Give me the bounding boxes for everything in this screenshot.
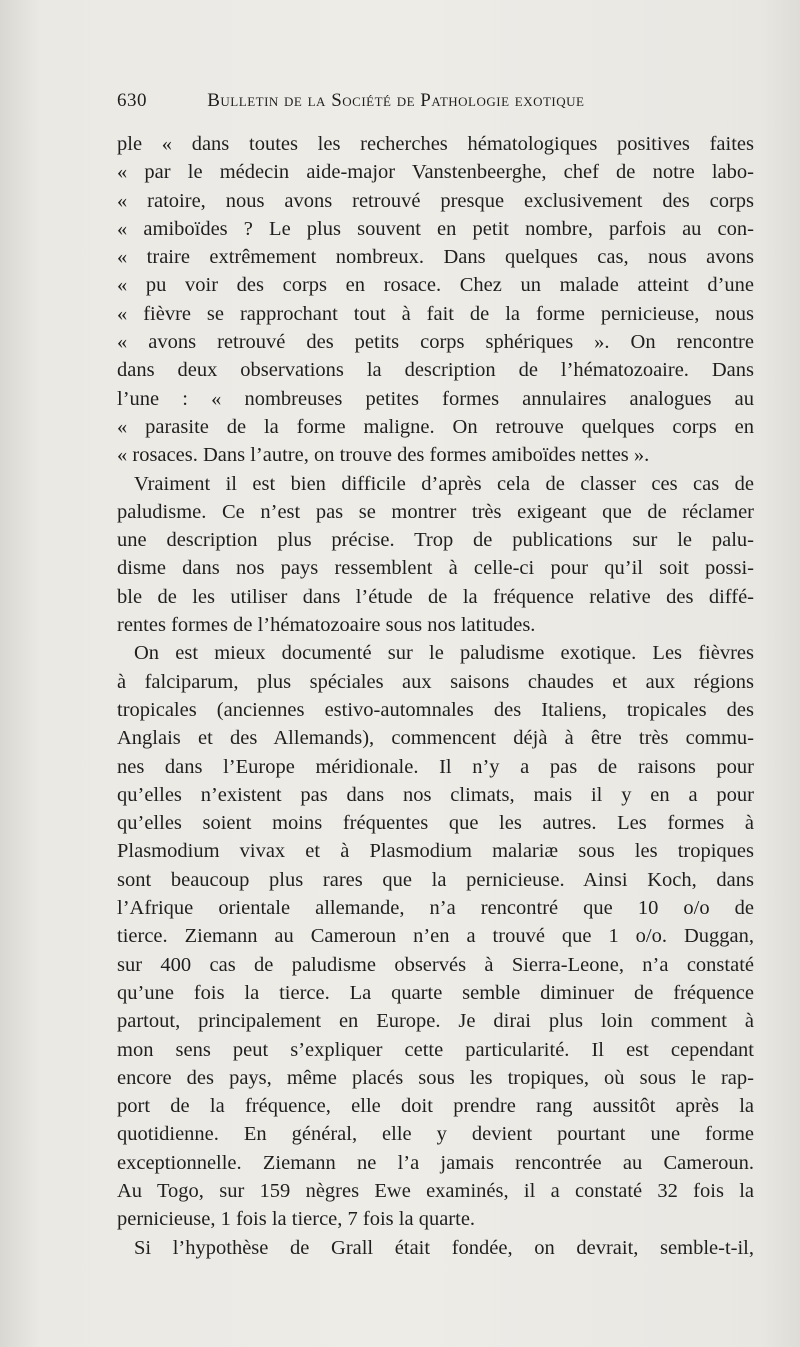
text-line: « traire extrêmement nombreux. Dans quelques cas, nous avons	[117, 246, 754, 269]
text-line: paludisme. Ce n’est pas se montrer très exigeant que de réclamer	[117, 500, 754, 523]
body-text	[117, 130, 754, 1262]
text-line: tropicales (anciennes estivo-automnales des Italiens, tropicales des	[117, 698, 754, 721]
text-line: sur 400 cas de paludisme observés à Sierra-Leone, n’a constaté	[117, 953, 754, 976]
text-line: mon sens peut s’expliquer cette particularité. Il est cependant	[117, 1038, 754, 1061]
text-line: disme dans nos pays ressemblent à celle-ci pour qu’il soit possi-	[117, 557, 754, 580]
text-line: Plasmodium vivax et à Plasmodium malariæ sous les tropiques	[117, 840, 754, 863]
text-line: ple « dans toutes les recherches hématologiques positives faites	[117, 133, 754, 155]
text-line: l’une : « nombreuses petites formes annulaires analogues au	[117, 387, 754, 410]
text-line: une description plus précise. Trop de publications sur le palu-	[117, 529, 754, 552]
text-line: l’Afrique orientale allemande, n’a rencontré que 10 o/o de	[117, 897, 754, 920]
running-header	[117, 90, 754, 112]
text-line: « ratoire, nous avons retrouvé presque exclusivement des corps	[117, 189, 754, 212]
text-line: à falciparum, plus spéciales aux saisons chaudes et aux régions	[117, 670, 754, 693]
running-title: Bulletin de la Société de Pathologie exotique	[207, 90, 585, 111]
paragraph-start: Vraiment il est bien difficile d’après cela de classer ces cas de	[134, 472, 754, 495]
text-line: sont beaucoup plus rares que la pernicieuse. Ainsi Koch, dans	[117, 868, 754, 891]
text-line: partout, principalement en Europe. Je dirai plus loin comment à	[117, 1010, 754, 1033]
text-line: rentes formes de l’hématozoaire sous nos latitudes.	[117, 614, 536, 637]
text-line: qu’une fois la tierce. La quarte semble diminuer de fréquence	[117, 981, 754, 1004]
text-line: qu’elles soient moins fréquentes que les autres. Les formes à	[117, 812, 754, 835]
text-line: port de la fréquence, elle doit prendre rang aussitôt après la	[117, 1095, 754, 1118]
text-line: « parasite de la forme maligne. On retrouve quelques corps en	[117, 415, 754, 438]
paragraph-start: On est mieux documenté sur le paludisme exotique. Les fièvres	[134, 642, 754, 665]
text-line: « fièvre se rapprochant tout à fait de la forme pernicieuse, nous	[117, 302, 754, 325]
text-line: dans deux observations la description de l’hématozoaire. Dans	[117, 359, 754, 382]
text-line: « rosaces. Dans l’autre, on trouve des formes amiboïdes nettes ».	[117, 444, 650, 467]
text-line: quotidienne. En général, elle y devient pourtant une forme	[117, 1123, 754, 1146]
paragraph-start: Si l’hypothèse de Grall était fondée, on devrait, semble-t-il,	[134, 1236, 754, 1259]
text-line: Au Togo, sur 159 nègres Ewe examinés, il a constaté 32 fois la	[117, 1179, 754, 1202]
text-line: « avons retrouvé des petits corps sphériques ». On rencontre	[117, 331, 754, 354]
text-line: pernicieuse, 1 fois la tierce, 7 fois la quarte.	[117, 1208, 476, 1231]
text-line: « pu voir des corps en rosace. Chez un malade atteint d’une	[117, 274, 754, 297]
text-line: nes dans l’Europe méridionale. Il n’y a pas de raisons pour	[117, 755, 754, 778]
text-line: exceptionnelle. Ziemann ne l’a jamais rencontrée au Cameroun.	[117, 1151, 754, 1174]
text-line: qu’elles n’existent pas dans nos climats, mais il y en a pour	[117, 783, 754, 806]
page-number: 630	[117, 90, 147, 111]
text-line: ble de les utiliser dans l’étude de la fréquence relative des diffé-	[117, 585, 754, 608]
text-line: Anglais et des Allemands), commencent déjà à être très commu-	[117, 727, 754, 750]
text-line: « par le médecin aide-major Vanstenbeerghe, chef de notre labo-	[117, 161, 754, 184]
text-line: « amiboïdes ? Le plus souvent en petit nombre, parfois au con-	[117, 217, 754, 240]
text-line: encore des pays, même placés sous les tropiques, où sous le rap-	[117, 1066, 754, 1089]
text-line: tierce. Ziemann au Cameroun n’en a trouvé que 1 o/o. Duggan,	[117, 925, 754, 948]
